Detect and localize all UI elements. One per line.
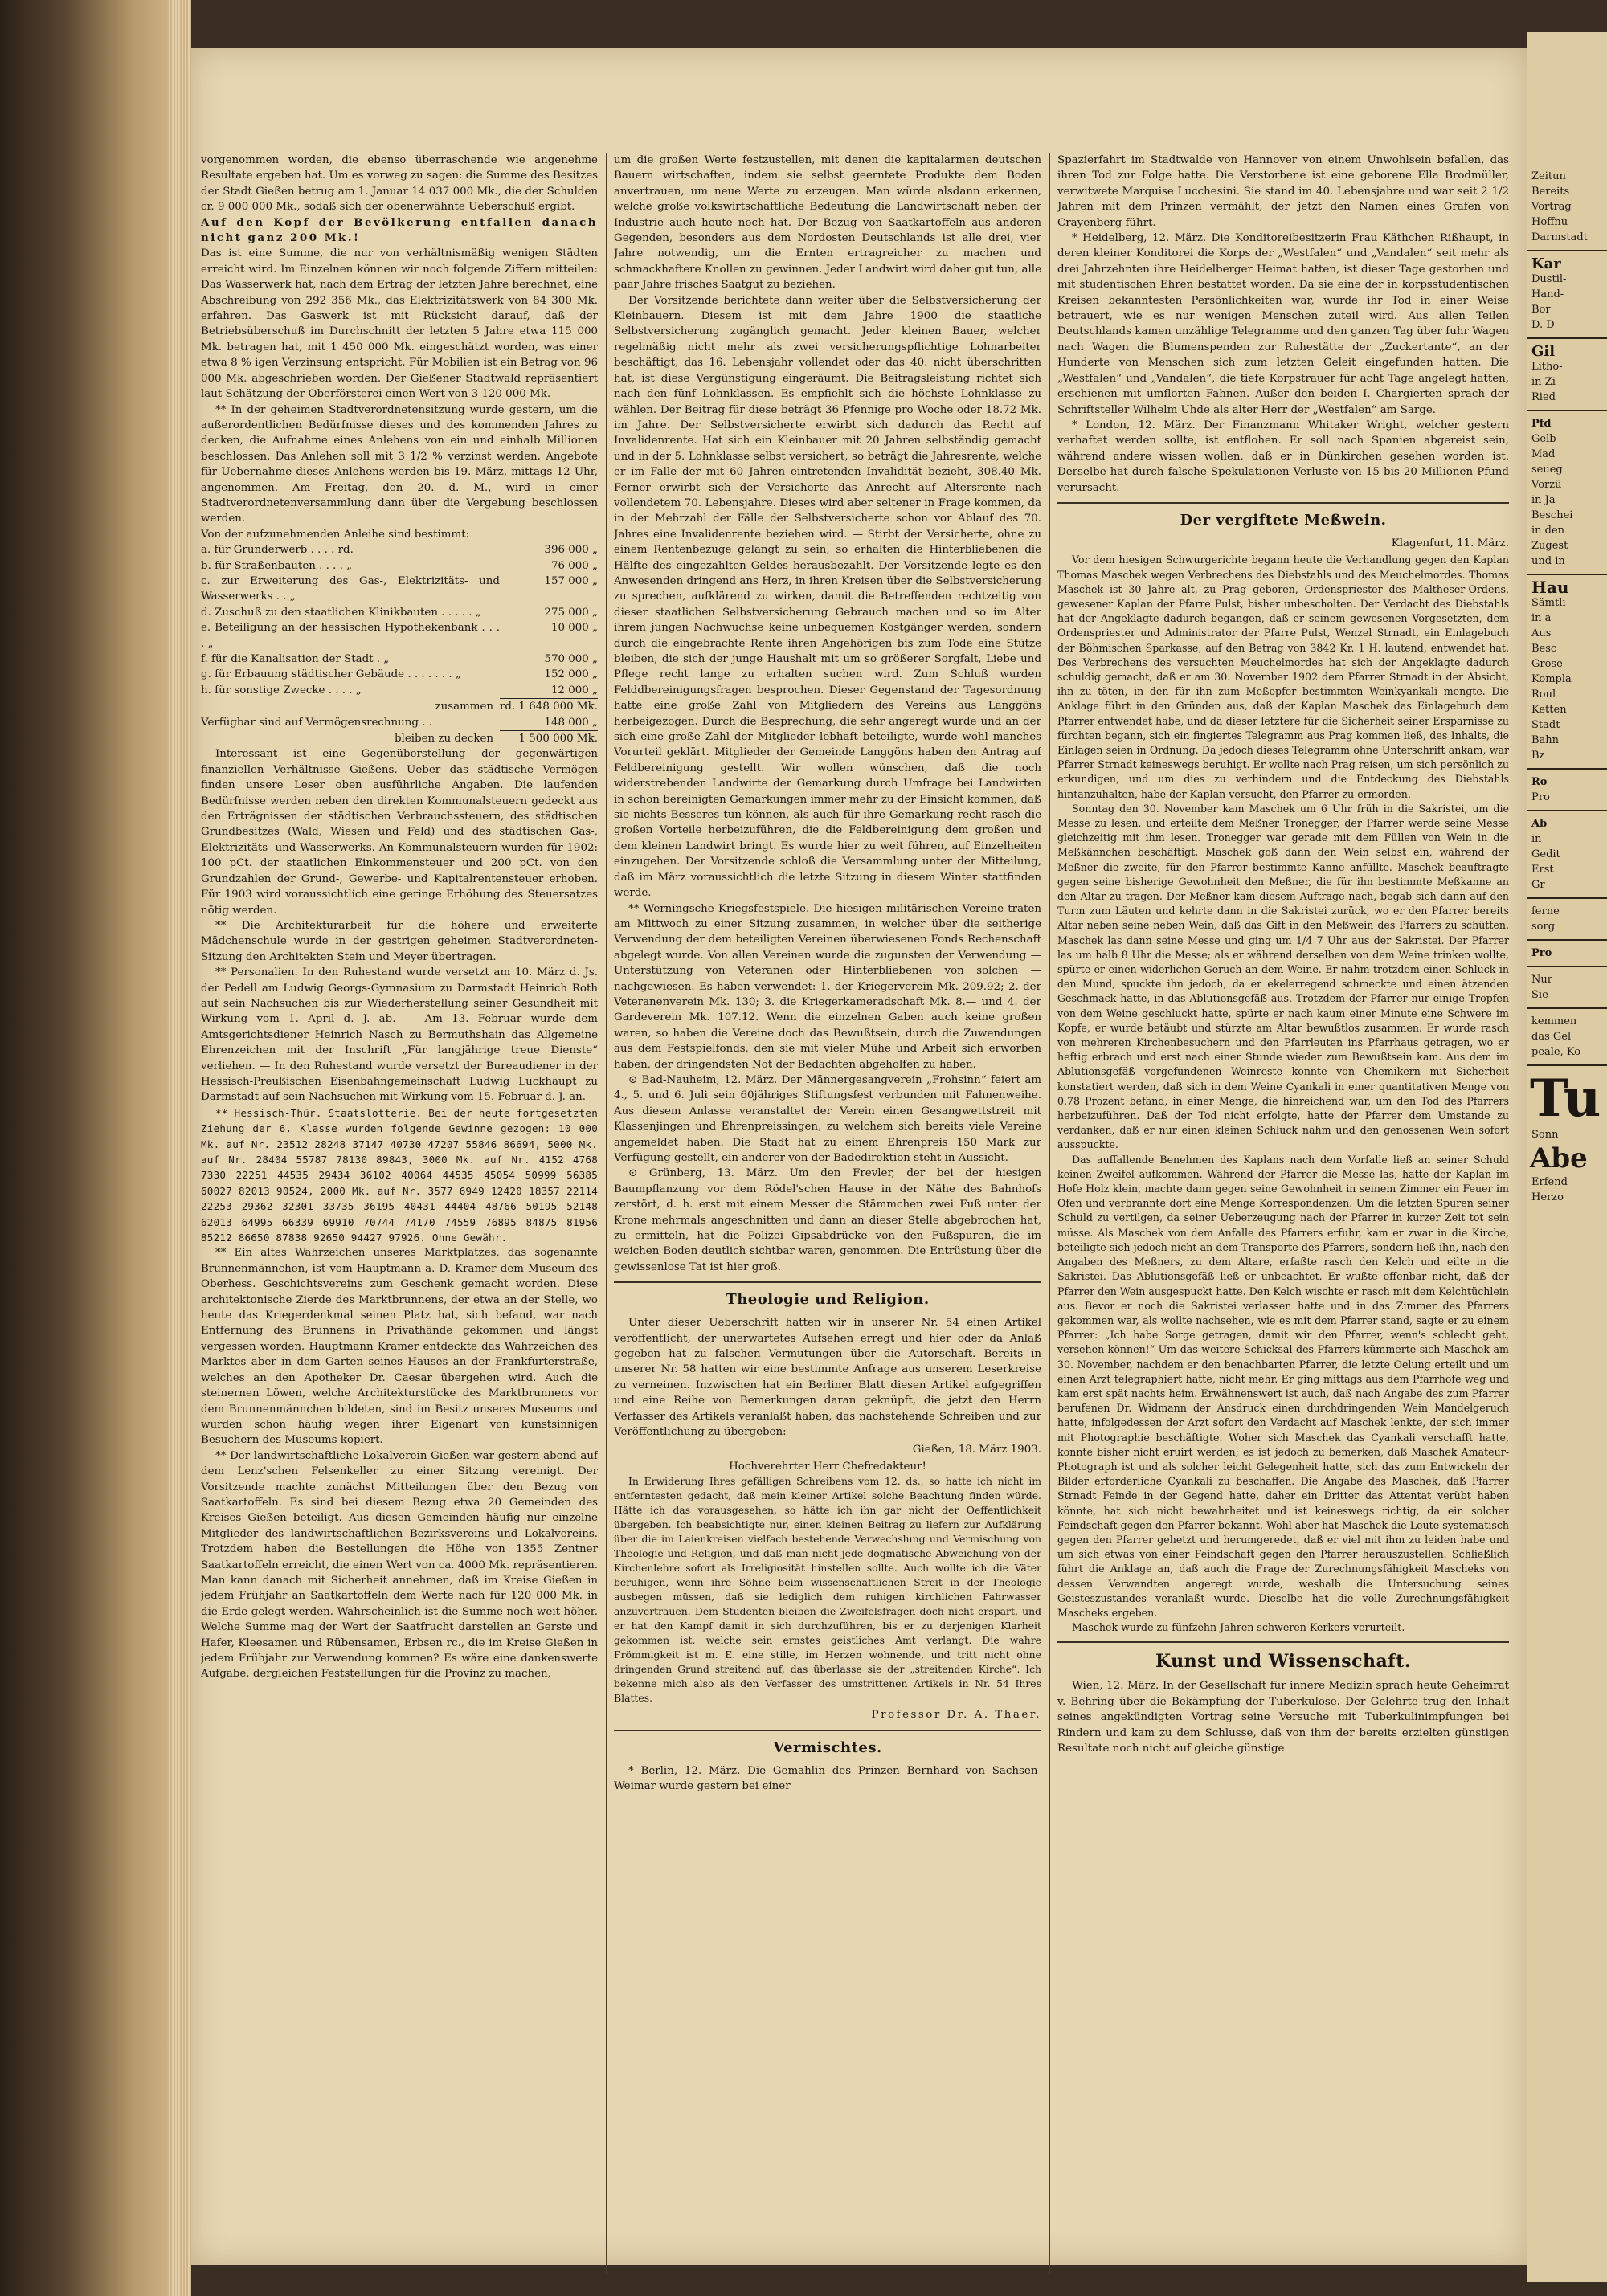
- loan-table: [201, 542, 598, 746]
- article-london: * London, 12. März. Der Finanzmann Whitaker Wright, welcher gestern verhaftet werden sollte, ist entflohen. Er soll nach Spanien abgereist sein, während andere wissen wollen, daß er in Dünkirchen gesehen worden ist. Derselbe hat durch falsche Spekulationen Verluste von 15 bis 20 Millionen Pfund verursacht.: [1057, 419, 1509, 494]
- table-row: e. Beteiligung an der hessischen Hypothekenbank . . . . „ 10 000 „: [201, 622, 598, 650]
- article-finances: Interessant ist eine Gegenüberstellung der gegenwärtigen finanziellen Verhältnisse Gießens. Ueber das städtische Vermögen finden unsere Leser oben ausführliche Angaben. Die laufenden Bedürfnisse werden neben den direkten Kommunalsteuern gedeckt aus den Erträgnissen der städtischen Verbrauchssteuern, des städtischen Grundbesitzes (Wald, Wiesen und Feld) und des städtischen Gas-, Elektrizitäts- und Wasserwerks. An Kommunalsteuern wurden für 1902: 100 pCt. der staatlichen Einkommensteuer und 200 pCt. von den Grundzahlen der Grund-, Gewerbe- und Kapitalrentensteuer erhoben. Für 1903 wird voraussichtlich eine geringe Erhöhung des Steuersatzes nötig werden.: [201, 748, 598, 917]
- article-per-capita: Auf den Kopf der Bevölkerung entfallen danach nicht ganz 200 Mk.!: [201, 215, 598, 245]
- loan-intro: Von der aufzunehmenden Anleihe sind bestimmt:: [201, 528, 470, 541]
- article-lottery: ** Hessisch-Thür. Staatslotterie. Bei der heute fortgesetzten Ziehung der 6. Klasse wurden folgende Gewinne gezogen: 10 000 Mk. auf Nr. 23512 28248 37147 40730 47207 55846 86694, 5000 Mk. auf Nr. 28404 55787 78130 89843, 3000 Mk. auf Nr. 4152 4768 7330 22251 44535 29434 36102 40064 44535 45054 50999 56385 60027 82013 90524, 2000 Mk. auf Nr. 3577 6949 12420 18357 22114 22253 29362 32301 33735 36195 40431 44404 48766 50195 52148 62013 64995 66339 69910 70744 74170 74559 76895 84875 81956 85212 86650 87838 92650 94427 97926. Ohne Gewähr.: [201, 1106, 598, 1244]
- column-middle: [614, 153, 1041, 2290]
- section-heading-poisoned-wine: Der vergiftete Meßwein.: [1180, 511, 1387, 529]
- article-loan: ** In der geheimen Stadtverordnetensitzung wurde gestern, um die außerordentlichen Bedürfnisse dieses und des kommenden Jahres zu decken, die Aufnahme eines Anlehens von ein und einhalb Millionen beschlossen. Das Anlehen soll mit 3 1/2 % verzinst werden. Angebote für Uebernahme dieses Anlehens werden bis 19. März, mittags 12 Uhr, angenommen. Am Freitag, den 20. d. M., wird in einer Stadtverordnetenversammlung dann über die Vergebung beschlossen werden.: [201, 403, 598, 525]
- article-bad-nauheim: ⊙ Bad-Nauheim, 12. März. Der Männergesangverein „Frohsinn“ feiert am 4., 5. und 6. Juli sein 60jähriges Stiftungsfest verbunden mit Fahnenweihe. Aus diesem Anlasse veranstaltet der Verein einen Gesangwettstreit mit Klassenjingen und Ehrenpreissingen, zu welchem sich bereits viele Vereine angemeldet haben. Die Stadt hat zu einem Ehrenpreis 150 Mark zur Verfügung gestellt, ein anderer von der Badedirektion steht in Aussicht.: [614, 1073, 1041, 1164]
- section-heading-art-science: Kunst und Wissenschaft.: [1155, 1651, 1412, 1673]
- table-row: g. für Erbauung städtischer Gebäude . . . . . . . „ 152 000 „: [201, 668, 598, 681]
- edge-subheadline: Abe: [1530, 1142, 1588, 1175]
- article-agri-club: ** Der landwirtschaftliche Lokalverein Gießen war gestern abend auf dem Lenz'schen Felsenkeller zu einer Sitzung vereinigt. Der Vorsitzende machte zunächst Mitteilungen über den Bezug von Saatkartoffeln. Es sind bei diesem Bezug etwa 20 Gemeinden des Kreises Gießen beteiligt. Aus diesen Gemeinden häufig nur einzelne Mitglieder des landwirtschaftlichen Bezirksvereins und Lokalvereins. Trotzdem haben die Bestellungen die Höhe von 1355 Zentner Saatkartoffeln erreicht, die einen Wert von ca. 4000 Mk. repräsentieren. Man kann danach mit Sicherheit annehmen, daß im Kreise Gießen in jedem Frühjahr an Saatkartoffeln dem Werte nach für 120 000 Mk. in die Erde gelegt werden. Wahrscheinlich ist die Summe noch weit höher. Welche Summe mag der Wert der Saatfrucht darstellen an Gerste und Hafer, Kleesamen und Rübensamen, Erbsen rc., die im Kreise Gießen in jedem Frühjahr zur Verwendung kommen? Es wäre eine dankenswerte Aufgabe, dergleichen Feststellungen für die Provinz zu machen,: [201, 1449, 598, 1681]
- table-row: bleiben zu decken 1 500 000 Mk.: [201, 731, 598, 747]
- next-page-edge: Zeitun Bereits Vortrag Hoffnu Darmstadt Kar Dustil- Hand- Bor D. D Gil Litho- in Zi Ried Pfd Gelb Mad seueg Vorzü in Ja Beschei in den Zugest und in Hau Sämtli in a Aus Besc Grose Kompla Roul Ketten Stadt Bahn Bz Ro Pro Ab in Gedit Erst Gr ferne sorg Pro Nur Sie kemmen das Gel peale, Ko Tu Sonn Abe Erfend Herzo: [1527, 32, 1607, 2282]
- article-heidelberg: * Heidelberg, 12. März. Die Konditoreibesitzerin Frau Käthchen Rißhaupt, in deren kleiner Konditorei die Korps der „Westfalen“ und „Vandalen“ seit mehr als drei Jahrzehnten ihre Heidelberger Heimat hatten, ist dieser Tage gestorben und mit studentischen Ehren bestattet worden. Da sie eine der in korpsstudentischen Kreisen bekanntesten Persönlichkeiten war, wurde ihr Tod in einer Weise betrauert, wie es nur wenigen Menschen zuteil wird. Aus allen Teilen Deutschlands kamen unzählige Telegramme und den ganzen Tag über fuhr Wagen nach Wagen die Blumenspenden zur Ruhestätte der „Zuckertante“, an der Hunderte von Menschen sich zum letzten Geleit eingefunden hatten. Die „Westfalen“ und „Vandalen“, die tiefe Korpstrauer für acht Tage angelegt hatten, erschienen mit umflorten Fahnen. Außer den beiden I. Chargierten sprach der Schriftsteller Wilhelm Uhde als alter Herr der „Westfalen“ am Sarge.: [1057, 232, 1509, 416]
- article-berlin-continued: Spazierfahrt im Stadtwalde von Hannover von einem Unwohlsein befallen, das ihren Tod zur Folge hatte. Die Verstorbene ist eine geborene Ella Brodmüller, verwitwete Marquise Lucchesini. Sie stand im 40. Lebensjahre und war seit 2 1/2 Jahren mit dem Prinzen vermählt, der jetzt den Namen eines Grafen von Crayenberg führt.: [1057, 154, 1509, 229]
- section-heading-theology: Theologie und Religion.: [726, 1291, 930, 1309]
- section-heading-miscellaneous: Vermischtes.: [773, 1738, 882, 1756]
- article-personalia: ** Personalien. In den Ruhestand wurde versetzt am 10. März d. Js. der Pedell am Ludwig Georgs-Gymnasium zu Darmstadt Heinrich Roth auf sein Nachsuchen bis zur Wiederherstellung seiner Gesundheit mit Wirkung vom 1. April d. J. ab. — Am 13. Februar wurde dem Amtsgerichtsdiener Heinrich Nasch zu Bermuthshain das Allgemeine Ehrenzeichen mit der Inschrift „Für langjährige treue Dienste“ verliehen. — In den Ruhestand wurde versetzt der Bureaudiener in der Hessisch-Preußischen Eisenbahngemeinschaft Ludwig Luckhaupt zu Darmstadt auf sein Nachsuchen mit Wirkung vom 15. Februar d. J. an.: [201, 966, 598, 1104]
- article-berlin: * Berlin, 12. März. Die Gemahlin des Prinzen Bernhard von Sachsen-Weimar wurde gestern bei einer: [614, 1764, 1041, 1793]
- column-divider: [1049, 153, 1050, 2274]
- article-city-assets-details: Das ist eine Summe, die nur von verhältnismäßig wenigen Städten erreicht wird. Im Einzelnen können wir noch folgende Ziffern mitteilen: Das Wasserwerk hat, nach dem Ertrag der letzten Jahre berechnet, eine Abschreibung von 292 356 Mk., das Elektrizitätswerk von 84 300 Mk. erfahren. Das Gaswerk ist mit Rücksicht darauf, daß der Betriebsüberschuß im Durchschnitt der letzten 5 Jahre etwa 115 000 Mk. betragen hat, mit 1 450 000 Mk. eingeschätzt worden, was einer etwa 8 % igen Verzinsung entspricht. Für Mobilien ist ein Betrag von 96 000 Mk. abgeschrieben worden. Der Gießener Stadtwald repräsentiert laut Schätzung der Oberförsterei einen Wert von 3 120 000 Mk.: [201, 247, 598, 401]
- table-row: d. Zuschuß zu den staatlichen Klinikbauten . . . . . „ 275 000 „: [201, 606, 598, 619]
- letter-date: Gießen, 18. März 1903.: [912, 1443, 1041, 1456]
- letter-signature: Professor Dr. A. Thaer.: [871, 1709, 1041, 1722]
- table-row: zusammen rd. 1 648 000 Mk.: [201, 699, 598, 715]
- section-separator: [614, 1281, 1041, 1283]
- column-right: [1057, 153, 1509, 2290]
- article-poisoned-wine-1: Vor dem hiesigen Schwurgerichte begann heute die Verhandlung gegen den Kaplan Thomas Maschek wegen Verbrechens des Diebstahls und des Meuchelmordes. Thomas Maschek ist 30 Jahre alt, zu Prag geboren, Ordenspriester des Maltheser-Ordens, gewesener Kaplan der Pfarre Pulst, bisher unbescholten. Der Verdacht des Diebstahls hat der Angeklagte dadurch begangen, daß er seinem gewesenen Vorgesetzten, dem Ordenspriester und Administrator der Pfarre Pulst, Wenzel Strnadt, ein Einlagebuch der Böhmischen Sparkasse, auf den Betrag von 3842 Kr. 1 H. lautend, entwendet hat. Des Verbrechens des versuchten Meuchelmordes hat sich der Angeklagte dadurch schuldig gemacht, daß er am 30. November 1902 dem Pfarrer Strnadt in der Absicht, ihn zu töten, in den für ihn zum Meßopfer bestimmten Weinkyankali mengte. Die Anklage führt in den Gründen aus, daß der Kaplan Maschek das Einlagebuch dem Pfarrer entwendet habe, und da dieser letztere für die Sicherheit seiner Ersparnisse zu fürchten begann, sich ein fingiertes Telegramm aus Prag kommen ließ, des Inhalts, die Einlagen seien in Ordnung. Da jedoch dieses Telegramm ohne Unterschrift ankam, war Pfarrer Strnadt keineswegs beruhigt. Er wollte nach Prag reisen, um sich persönlich zu erkundigen, und um dies zu verhindern und die Entdeckung des Diebstahls hintanzuhalten, habe der Kaplan versucht, den Pfarrer zu ermorden.: [1057, 554, 1509, 800]
- table-row: h. für sonstige Zwecke . . . . „ 12 000 „: [201, 684, 598, 697]
- article-poisoned-wine-2: Sonntag den 30. November kam Maschek um 6 Uhr früh in die Sakristei, um die Messe zu lesen, und erteilte dem Meßner Tronegger, der Pfarrer werde seine Messe gleichzeitig mit ihm lesen. Tronegger war gerade mit dem Füllen von Wein in die Meßkännchen beschäftigt. Maschek goß dann den Wein selbst ein, während der Meßner die zweite, für den Pfarrer bestimmte Kanne anfüllte. Maschek beauftragte gegen seine bisherige Gewohnheit den Meßner, die für ihn bestimmte Meßkanne an den Altar zu tragen. Der Meßner kam diesem Auftrage nach, begab sich dann auf den Turm zum Läuten und kehrte dann in die Sakristei zurück, wo er den Pfarrer bereits Altar neben seine neben Wein, daß das Gift in den Meßwein des Pfarrers zu schütten. Maschek las dann seine Messe und ging um 1/4 7 Uhr aus der Sakristei. Der Pfarrer las um halb 8 Uhr die Messe; als er während derselben von dem Weine trinken wollte, spürte er einen widerlichen Geruch an dem Weine. Er nahm trotzdem einen Schluck in den Mund, spuckte ihn jedoch, da er ekelerregend schmeckte und einen ätzenden Geschmack hatte, in das Ablutionsgefäß aus. Trotzdem der Pfarrer nur einige Tropfen von dem Weine geschluckt hatte, spürte er nach kaum einer Minute eine Schwere im Kopfe, er wurde betäubt und stürzte am Altar bewußtlos zusammen. Er wurde rasch von mehreren Kirchenbesuchern und den Pfarrleuten ins Pfarrhaus getragen, wo er heftig erbrach und erst nach einer Stunde wieder zum Bewußtsein kam. Aus dem im Ablutionsgefäß vorgefundenen Weinreste konnte von Chemikern mit Sicherheit konstatiert werden, daß sich in dem Weine Cyankali in einer quantitativen Menge von 0.78 Prozent befand, in einer Menge, die hinreichend war, um den Tod des Pfarrers herbeizuführen. Daß der Tod nicht erfolgte, hatte der Pfarrer dem Umstande zu verdanken, daß er nur einen kleinen Schluck nahm und den genossenen Wein sofort ausspuckte.: [1057, 802, 1509, 1151]
- article-war-festival: ** Werningsche Kriegsfestspiele. Die hiesigen militärischen Vereine traten am Mittwoch zu einer Sitzung zusammen, in welcher über die seitherige Verwendung der dem beteiligten Vereinen überwiesenen Fonds Rechenschaft abgelegt wurde. Von allen Vereinen wurde die zugunsten der Verwendung — Unterstützung von Veteranen oder Hinterbliebenen von solchen — nachgewiesen. Es haben verwendet: 1. der Kriegerverein Mk. 209.92; 2. der Veteranenverein Mk. 130; 3. die Kriegerkameradschaft Mk. 8.— und 4. der Gardeverein Mk. 107.12. Wenn die einzelnen Gaben auch keine großen waren, so haben die Vereine doch das Bewußtsein, durch die Zuwendungen aus dem Festspielfonds, den sie mit vieler Mühe und Arbeit sich erworben haben, der dringendsten Not der Bedachten abgeholfen zu haben.: [614, 902, 1041, 1071]
- article-theology-intro: Unter dieser Ueberschrift hatten wir in unserer Nr. 54 einen Artikel veröffentlicht, der unerwartetes Aufsehen erregt und hier oder da Anlaß gegeben hat zu falschen Vermutungen über die Autorschaft. Bereits in unserer Nr. 58 hatten wir eine bestimmte Anfrage aus unserem Leserkreise zu verneinen. Inzwischen hat ein Berliner Blatt diesen Artikel aufgegriffen und eine Reihe von Bemerkungen daran geknüpft, die jetzt den Herrn Verfasser des Artikels veranlaßt haben, das nachstehende Schreiben und zur Veröffentlichung zu übergeben:: [614, 1317, 1041, 1439]
- letter-salutation: Hochverehrter Herr Chefredakteur!: [729, 1460, 926, 1473]
- section-separator: [614, 1730, 1041, 1731]
- article-dateline: Klagenfurt, 11. März.: [1391, 537, 1509, 549]
- edge-text-top: Zeitun Bereits Vortrag Hoffnu Darmstadt Kar Dustil- Hand- Bor D. D Gil Litho- in Zi Ried Pfd Gelb Mad seueg Vorzü in Ja Beschei in den Zugest und in Hau Sämtli in a Aus Besc Grose Kompla Roul Ketten Stadt Bahn Bz Ro Pro Ab in Gedit Erst Gr ferne sorg Pro Nur Sie kemmen das Gel peale, Ko: [1527, 169, 1607, 1060]
- section-separator: [1057, 502, 1509, 504]
- article-verdict: Maschek wurde zu fünfzehn Jahren schweren Kerkers verurteilt.: [1072, 1621, 1405, 1634]
- table-row: Verfügbar sind auf Vermögensrechnung . . 148 000 „: [201, 716, 598, 729]
- book-spine-edge: [0, 0, 191, 2296]
- article-architecture: ** Die Architekturarbeit für die höhere und erweiterte Mädchenschule wurde in der gestrigen geheimen Stadtverordneten-Sitzung den Architekten Stein und Meyer übertragen.: [201, 919, 598, 963]
- newspaper-page: [191, 48, 1527, 2265]
- section-separator: [1057, 1641, 1509, 1643]
- table-row: f. für die Kanalisation der Stadt . „ 570 000 „: [201, 653, 598, 665]
- column-divider: [606, 153, 607, 2274]
- letter-body: In Erwiderung Ihres gefälligen Schreibens vom 12. ds., so hatte ich nicht im entferntesten gedacht, daß mein kleiner Artikel solche Beachtung finden würde. Hätte ich das vorausgesehen, so hätte ich ihn gar nicht der Oeffentlichkeit übergeben. Ich beabsichtigte nur, einen kleinen Beitrag zu liefern zur Aufklärung über die im Laienkreisen vielfach bestehende Verwechslung und Vermischung von Theologie und Religion, und daß man nicht jede dogmatische Abweichung von der Kirchenlehre sofort als Irreligiosität hinstellen sollte. Auch wollte ich die Väter beruhigen, wenn ihre Söhne beim wissenschaftlichen Streit in der Theologie ausbegen müssen, daß sie lediglich dem ruhigen kirchlichen Fahrwasser anzuvertrauen. Dem Studenten bleiben die Zweifelsfragen doch nicht erspart, und er hat den Kampf damit in sich durchzuführen, bis er zu derjenigen Klarheit gekommen ist, welche sein ernstes geistliches Amt verlangt. Die wahre Frömmigkeit ist m. E. eine stille, im Herzen wohnende, und tritt nicht ohne dringenden Grund streitend auf, das überlasse sie der „streitenden Kirche“. Ich bekenne mich also als den Verfasser des umstrittenen Artikels in Nr. 54 Ihres Blattes.: [614, 1475, 1041, 1705]
- article-poisoned-wine-3: Das auffallende Benehmen des Kaplans nach dem Vorfalle ließ an seiner Schuld keinen Zweifel aufkommen. Während der Pfarrer die Messe las, hatte der Kaplan im Hofe Holz klein, machte dann gegen seine Gewohnheit in seinem Zimmer ein Feuer im Ofen und verbrannte dort eine Menge Korrespondenzen. Um die letzten Spuren seiner Schuld zu vertilgen, da seiner Ueberzeugung nach der Pfarrer in kurzer Zeit tot sein müsse. Als Maschek von dem Anfalle des Pfarrers erfuhr, kam er zwar in die Kirche, beteiligte sich jedoch nicht an dem Transporte des Pfarrers, sondern ließ ihn, nach den Angaben des Meßners, zu dem Altare, erfaßte rasch den Kelch und eilte in die Sakristei. Das Ablutionsgefäß ließ er unbeachtet. Er wußte offenbar nicht, daß der Pfarrer den Wein ausgespuckt hatte. Den Kelch wischte er rasch mit dem Kelchtüchlein aus. Bevor er noch die Sakristei verlassen hatte und in das Zimmer des Pfarrers gekommen war, als wollte nachsehen, wie es mit dem Pfarrer stand, sagte er zu einem Pfarrer: „Ich habe Sorge getragen, damit wir den Pfarrer, wenn's schlecht geht, versehen können!“ Um das weitere Schicksal des Pfarrers kümmerte sich Maschek am 30. November, nachdem er den benachbarten Pfarrer, die letzte Oelung erteilt und um einen Arzt telegraphiert hatte, nicht mehr. Er ging mittags aus dem Pfarrhofe weg und kam erst spät nachts heim. Erwähnenswert ist auch, daß nach Angabe des zum Pfarrer berufenen Dr. Widmann der Ansdruck einen durchdringenden Wein Mandelgeruch hatte, infolgedessen der Arzt sofort den Verdacht auf Maschek lenkte, der sich immer mit Photographie beschäftigte. Woher sich Maschek das Cyankali verschafft hatte, konnte bisher nicht eruirt werden; es ist jedoch zu bemerken, daß Maschek Amateur-Photograph ist und als solcher leicht Gelegenheit hatte, sich das zum Entwickeln der Bilder erforderliche Cyankali zu beschaffen. Die Angabe des Maschek, daß Pfarrer Strnadt Feinde in der Gegend hatte, daher ein Dritter das Attentat verübt haben könnte, hat sich nicht bewahrheitet und ist keineswegs richtig, da ein solcher Feindschaft gegen den Pfarrer bekannt. Wohl aber hat Maschek die Leute systematisch gegen den Pfarrer gehetzt und herumgeredet, daß er viel mit ihm zu leiden habe und um sich etwas von einer Feindschaft gegen den Pfarrer herauszustellen. Schließlich führt die Anklage an, daß auch die Frage der Zurechnungsfähigkeit Mascheks von dessen Verwandten angeregt wurde, weshalb die Untersuchung seines Geisteszustandes veranlaßt wurde. Dieselbe hat die volle Zurechnungsfähigkeit Mascheks ergeben.: [1057, 1153, 1509, 1619]
- article-city-assets: vorgenommen worden, die ebenso überraschende wie angenehme Resultate ergeben hat. Um es vorweg zu sagen: die Summe des Besitzes der Stadt Gießen betrug am 1. Januar 14 037 000 Mk., die der Schulden cr. 9 000 000 Mk., sodaß sich der obenerwähnte Ueberschuß ergibt.: [201, 154, 598, 214]
- column-left: [201, 153, 598, 2290]
- table-row: a. für Grunderwerb . . . . rd. 396 000 „: [201, 544, 598, 557]
- article-landmark: ** Ein altes Wahrzeichen unseres Marktplatzes, das sogenannte Brunnenmännchen, ist vom Hauptmann a. D. Kramer dem Museum des Oberhess. Geschichtsvereins zum Geschenk gemacht worden. Diese architektonische Zierde des Marktbrunnens, der etwa an der Stelle, wo heute das Kriegerdenkmal seinen Platz hat, sich befand, war nach Entfernung des Brunnens in Privathände gekommen und längst vergessen worden. Hauptmann Kramer entdeckte das Wahrzeichen des Marktes aber in dem Garten seines Hauses an der Frankfurterstraße, welches an den Apotheker Dr. Caesar übergehen wird. Auch die steinernen Löwen, welche Architekturstücke des Marktbrunnens vor dem Brunnenmännchen bildeten, sind im Besitz unseres Museums und wurden schon häufig wegen ihrer Eigenart von kunstsinnigen Besuchern des Museums kopiert.: [201, 1247, 598, 1447]
- table-row: c. zur Erweiterung des Gas-, Elektrizitäts- und Wasserwerks . . „ 157 000 „: [201, 574, 598, 603]
- table-row: b. für Straßenbauten . . . . „ 76 000 „: [201, 559, 598, 572]
- article-gruenberg: ⊙ Grünberg, 13. März. Um den Frevler, der bei der hiesigen Baumpflanzung vor dem Rödel'schen Hause in der Nähe des Bahnhofs zerstört, d. h. erst mit einem Messer die Stämmchen zwei Fuß unter der Krone mehrmals angeschnitten und dann an dieser Stelle abgebrochen hat, zu ermitteln, hat die Polizei Gipsabdrücke von den Fußspuren, die im weichen Boden deutlich sichtbar waren, genommen. Die Entrüstung über die gewissenlose Tat ist hier groß.: [614, 1167, 1041, 1273]
- edge-headline: Tu: [1530, 1068, 1601, 1129]
- article-vienna: Wien, 12. März. In der Gesellschaft für innere Medizin sprach heute Geheimrat v. Behring über die Bekämpfung der Tuberkulose. Der Gelehrte trug den Inhalt seines angekündigten Vortrag seine Versuche mit Tuberkulinimpfungen bei Rindern und kam zu dem Schlusse, daß von ihm der bereits erzielten günstigen Resultate noch nicht auf gleiche günstige: [1057, 1680, 1509, 1755]
- article-self-insurance: Der Vorsitzende berichtete dann weiter über die Selbstversicherung der Kleinbauern. Diesem ist mit dem Jahre 1900 die staatliche Selbstversicherung zugänglich gemacht. Jeder kleinen Bauer, welcher regelmäßig nicht mehr als zwei versicherungspflichtige Lohnarbeiter beschäftigt, das 16. Lebensjahr vollendet oder das 40. nicht überschritten hat, ist diese Vergünstigung eingeräumt. Die Beitragsleistung richtet sich nach den fünf Lohnklassen. Es empfiehlt sich die höchste Lohnklasse zu wählen. Der Beitrag für diese beträgt 36 Pfennige pro Woche oder 18.72 Mk. im Jahre. Der Selbstversicherte erwirbt sich dadurch das Recht auf Invalidenrente. Hat sich ein Kleinbauer mit 20 Jahren selbständig gemacht und in der 5. Lohnklasse selbst versichert, so beträgt die Jahresrente, welche er im Falle der mit 60 Jahren eintretenden Invalidität bezieht, 308.40 Mk. Ferner erwirbt sich der Versicherte das Anrecht auf Altersrente nach vollendetem 70. Lebensjahre. Dieses wird aber seltener in Frage kommen, da in der Mehrzahl der Fälle der Selbstversicherte schon vor Ablauf des 70. Jahres eine Invalidenrente beziehen wird. — Stirbt der Versicherte, ohne zu einem Rentenbezuge gelangt zu sein, so erhalten die Hinterbliebenen die Hälfte des eingezahlten Geldes herausbezahlt. Der Vorsitzende legte es den Anwesenden dringend ans Herz, in ihren Kreisen über die Selbstversicherung zu sprechen, aufklärend zu wirken, damit die Betreffenden rechtzeitig von dieser staatlichen Selbstversicherung Gebrauch machen und so im Alter ihrem jungen Nachwuchse keine unbequemen Kostgänger werden, sondern durch die eingebrachte Rente ihren Angehörigen bis zum Tode eine Stütze bleiben, die sich der junge Haushalt mit um so größerer Sorgfalt, Liebe und Pflege recht lange zu erhalten suchen wird. Zum Schluß wurden Felddbereinigungsfragen besprochen. Dieser Gegenstand der Tagesordnung hatte eine große Zahl von Mitgliedern des Vereins aus Langgöns herbeigezogen. Durch die Besprechung, die sehr angeregt wurde und an der sich eine große Zahl der Mitglieder lebhaft beteiligte, wurde wohl manches Vorurteil geklärt. Mitglieder der Gemeinde Langgöns haben den Antrag auf Feldbereinigung gestellt. Wir wollen wünschen, daß die noch widerstrebenden Landwirte der Gemarkung durch Umfrage bei Landwirten in schon bereinigten Gemarkungen immer mehr zu der Einsicht kommen, daß sie nichts Besseres tun können, als auch für ihre Gemarkung recht rasch die großen Vorteile herbeizuführen, die die Feldbereinigung dem großen und dem kleinen Landwirt bringt. Es wurde hier zu weit führen, auf Einzelheiten einzugehen. Der Vorsitzende schloß die Versammlung unter der Mitteilung, daß im März voraussichtlich die letzte Sitzung in diesem Winter stattfinden werde.: [614, 294, 1041, 900]
- article-agri-continued: um die großen Werte festzustellen, mit denen die kapitalarmen deutschen Bauern wirtschaften, indem sie selbst geerntete Produkte dem Boden anvertrauen, um neue Werte zu erzeugen. Man würde alsdann erkennen, welche große volkswirtschaftliche Bedeutung die Landwirtschaft neben der Industrie auch heute noch hat. Der Bezug von Saatkartoffeln aus anderen Gegenden, besonders aus dem Nordosten Deutschlands ist alle drei, vier Jahre notwendig, um die Ernten ertragreicher zu machen und schmackhaftere Knollen zu gewinnen. Jeder Landwirt wird daher gut tun, alle paar Jahre frisches Saatgut zu beziehen.: [614, 154, 1041, 292]
